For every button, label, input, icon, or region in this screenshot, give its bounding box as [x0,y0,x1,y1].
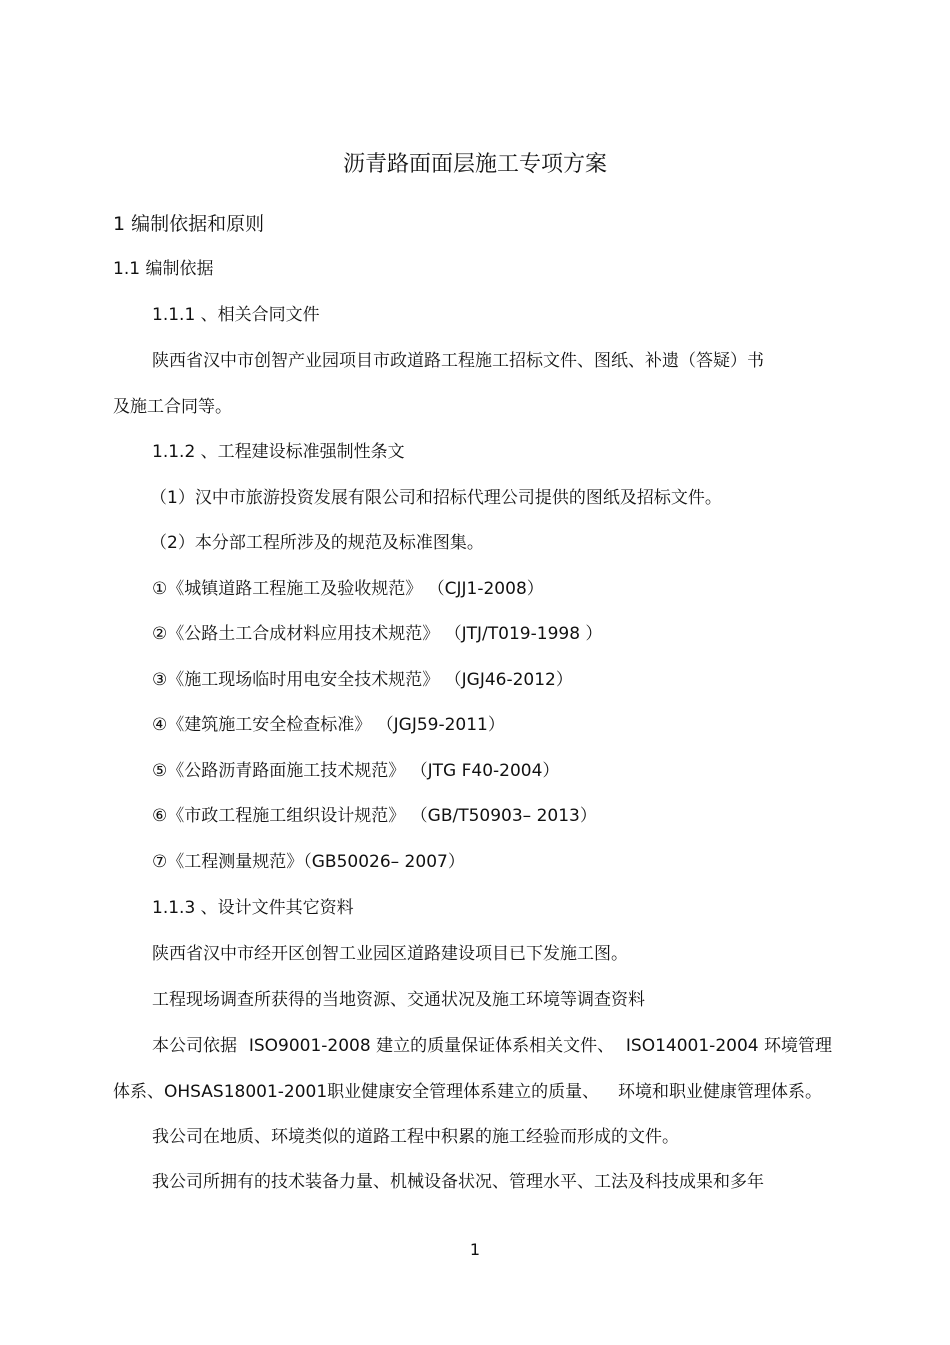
paragraph-4-segment-2: ISO9001-2008 建立的质量保证体系相关文件、 [248,1036,615,1056]
paragraph-4-segment-1: 本公司依据 [152,1036,237,1056]
paragraph-6: 我公司所拥有的技术装备力量、机械设备状况、管理水平、工法及科技成果和多年 [152,1172,764,1192]
paragraph-4-segment-3: ISO14001-2004 环境管理 [625,1036,832,1056]
paragraph-1-line-2: 及施工合同等。 [113,397,232,417]
standard-item-3: ③《施工现场临时用电安全技术规范》 （JGJ46-2012） [152,670,573,690]
paragraph-4-line-1 [152,1035,832,1057]
document-title: 沥青路面面层施工专项方案 [342,152,607,177]
section-heading-1-1: 1.1 编制依据 [113,259,214,279]
paragraph-4-line-2a: 体系、OHSAS18001-2001职业健康安全管理体系建立的质量、 [113,1082,600,1102]
section-heading-1-1-2: 1.1.2 、工程建设标准强制性条文 [152,442,405,462]
paragraph-4-line-2b: 环境和职业健康管理体系。 [618,1082,822,1102]
standard-item-5: ⑤《公路沥青路面施工技术规范》 （JTG F40-2004） [152,761,560,781]
paragraph-2: 陕西省汉中市经开区创智工业园区道路建设项目已下发施工图。 [152,944,628,964]
paragraph-5: 我公司在地质、环境类似的道路工程中积累的施工经验而形成的文件。 [152,1127,679,1147]
paragraph-3: 工程现场调查所获得的当地资源、交通状况及施工环境等调查资料 [152,990,645,1010]
section-heading-1: 1 编制依据和原则 [113,213,265,235]
page-number: 1 [469,1240,481,1259]
standard-item-4: ④《建筑施工安全检查标准》 （JGJ59-2011） [152,715,505,735]
standard-item-6: ⑥《市政工程施工组织设计规范》 （GB/T50903– 2013） [152,806,597,826]
standard-item-2: ②《公路土工合成材料应用技术规范》 （JTJ/T019-1998 ） [152,624,603,644]
list-item-1: （1）汉中市旅游投资发展有限公司和招标代理公司提供的图纸及招标文件。 [150,488,722,508]
section-heading-1-1-1: 1.1.1 、相关合同文件 [152,305,320,325]
paragraph-1-line-1: 陕西省汉中市创智产业园项目市政道路工程施工招标文件、图纸、补遗（答疑）书 [152,351,764,371]
standard-item-7: ⑦《工程测量规范》（GB50026– 2007） [152,852,465,872]
list-item-2: （2）本分部工程所涉及的规范及标准图集。 [150,533,484,553]
standard-item-1: ①《城镇道路工程施工及验收规范》 （CJJ1-2008） [152,579,544,599]
section-heading-1-1-3: 1.1.3 、设计文件其它资料 [152,898,354,918]
